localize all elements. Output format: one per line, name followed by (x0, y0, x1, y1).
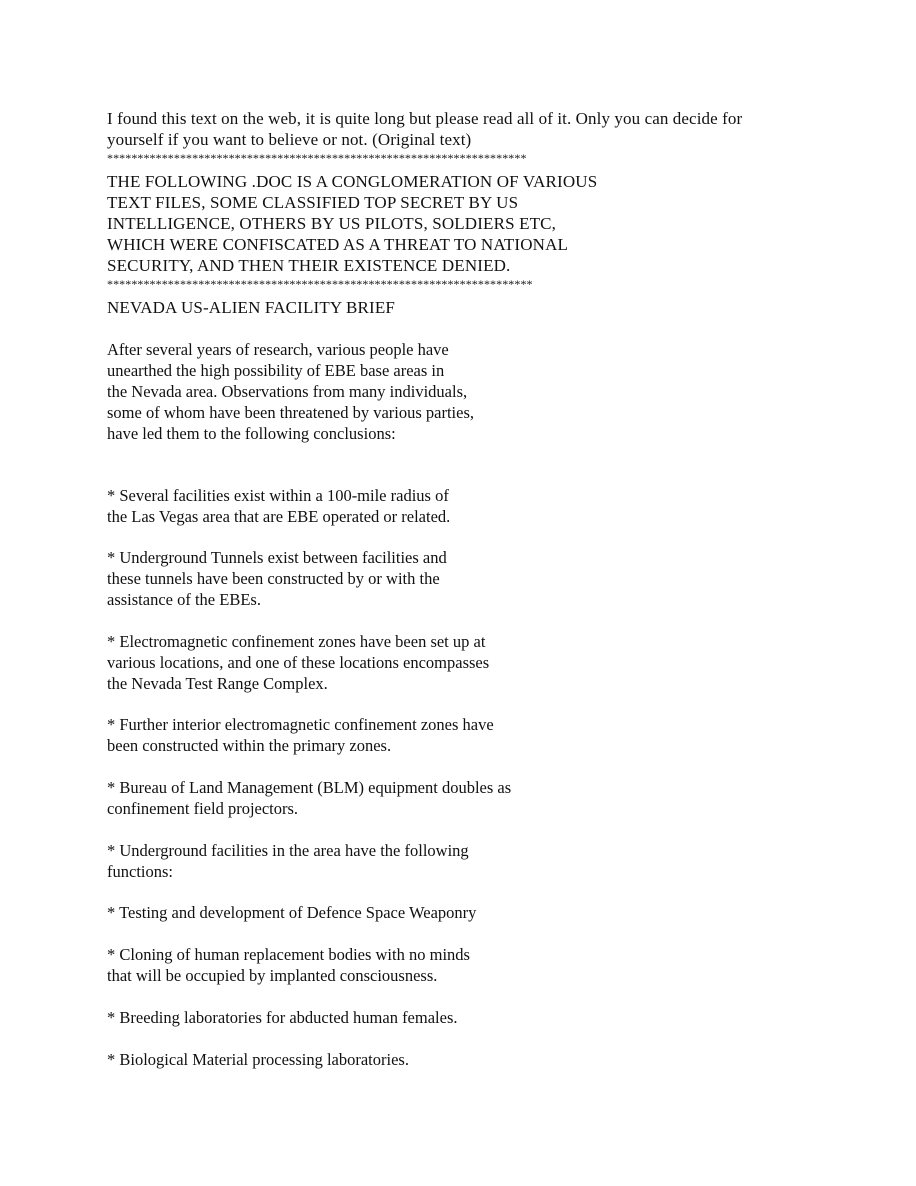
intro-line-1: I found this text on the web, it is quite long but please read all of it. Only you can decide for (107, 109, 743, 128)
paragraph-line: have led them to the following conclusions: (107, 424, 396, 443)
list-item-line: * Electromagnetic confinement zones have been set up at (107, 632, 486, 651)
paragraph-line: the Nevada area. Observations from many individuals, (107, 382, 468, 401)
list-item-line: assistance of the EBEs. (107, 590, 261, 609)
list-item-line: * Biological Material processing laboratories. (107, 1050, 409, 1069)
list-item-line: * Cloning of human replacement bodies with no minds (107, 945, 470, 964)
notice-line-2: TEXT FILES, SOME CLASSIFIED TOP SECRET BY US (107, 193, 519, 212)
list-item-line: that will be occupied by implanted consciousness. (107, 966, 438, 985)
paragraph-line: unearthed the high possibility of EBE base areas in (107, 361, 445, 380)
list-item-line: the Las Vegas area that are EBE operated or related. (107, 507, 451, 526)
intro-line-2: yourself if you want to believe or not. (Original text) (107, 130, 472, 149)
paragraph-line: After several years of research, various people have (107, 340, 449, 359)
list-item-line: * Testing and development of Defence Space Weaponry (107, 903, 477, 922)
list-item-line: various locations, and one of these locations encompasses (107, 653, 490, 672)
notice-line-1: THE FOLLOWING .DOC IS A CONGLOMERATION OF VARIOUS (107, 172, 598, 191)
list-item-line: * Underground Tunnels exist between facilities and (107, 548, 447, 567)
list-item-line: confinement field projectors. (107, 799, 299, 818)
list-item-line: * Further interior electromagnetic confinement zones have (107, 715, 494, 734)
list-item-line: * Bureau of Land Management (BLM) equipment doubles as (107, 778, 512, 797)
list-item-line: the Nevada Test Range Complex. (107, 674, 328, 693)
list-item-line: * Several facilities exist within a 100-mile radius of (107, 486, 449, 505)
separator-bottom: ********************************************************************** (107, 277, 533, 291)
document-heading: NEVADA US-ALIEN FACILITY BRIEF (107, 298, 395, 317)
list-item-line: these tunnels have been constructed by or with the (107, 569, 440, 588)
notice-line-4: WHICH WERE CONFISCATED AS A THREAT TO NATIONAL (107, 235, 569, 254)
paragraph-line: some of whom have been threatened by various parties, (107, 403, 475, 422)
separator-top: ********************************************************************* (107, 151, 527, 165)
notice-line-5: SECURITY, AND THEN THEIR EXISTENCE DENIED. (107, 256, 511, 275)
list-item-line: * Breeding laboratories for abducted human females. (107, 1008, 458, 1027)
notice-line-3: INTELLIGENCE, OTHERS BY US PILOTS, SOLDIERS ETC, (107, 214, 557, 233)
list-item-line: * Underground facilities in the area have the following (107, 841, 469, 860)
list-item-line: been constructed within the primary zones. (107, 736, 392, 755)
list-item-line: functions: (107, 862, 173, 881)
